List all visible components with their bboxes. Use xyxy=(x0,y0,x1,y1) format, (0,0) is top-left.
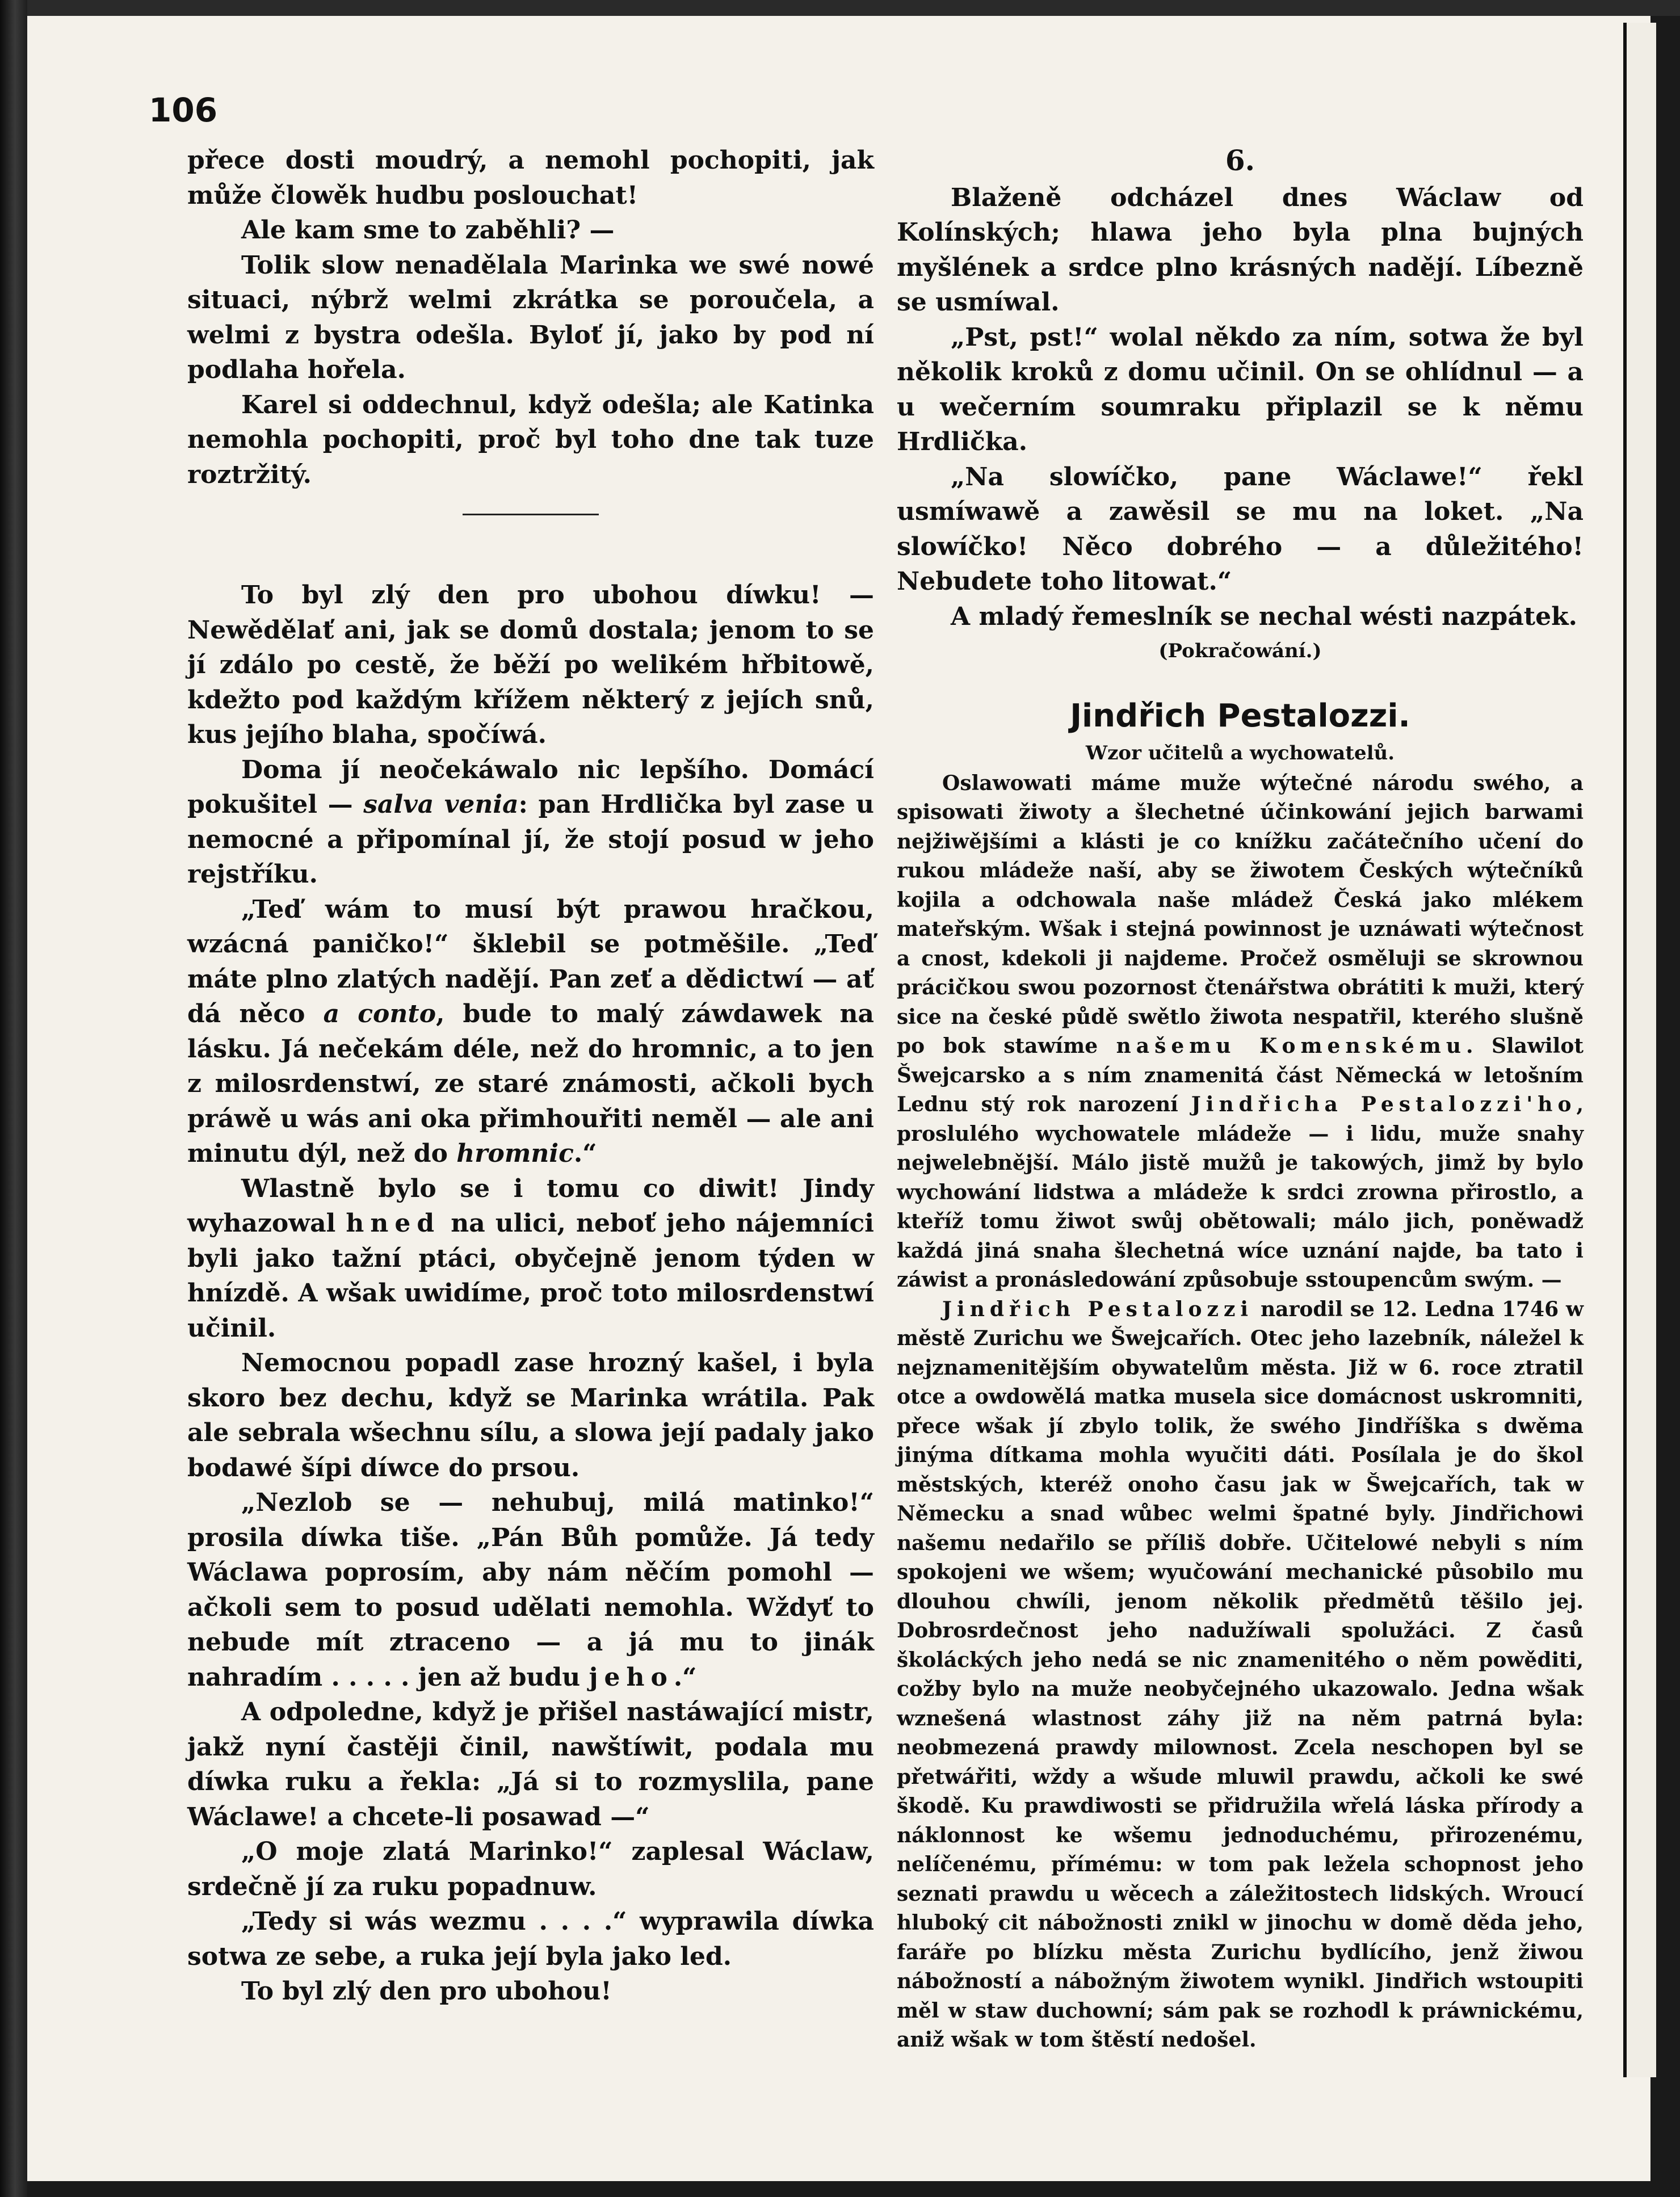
paragraph: „Teď wám to musí být prawou hračkou, wzácná paničko!“ šklebil se potměšile. „Teď máte plno zlatých nadějí. Pan zeť a dědictwí — ať dá něco a conto, bude to malý záwdawek na lásku. Já nečekám déle, než do hromnic, a to jen z milosrdenstwí, ze staré známosti, ačkoli bych práwě u wás ani oka přimhouřiti neměl — ale ani minutu dýl, než do hromnic.“ xyxy=(187,894,874,1168)
paragraph: Wlastně bylo se i tomu co diwit! Jindy wyhazowal hned na ulici, neboť jeho nájemníci byli jako tažní ptáci, obyčejně jenom týden w hnízdě. A wšak uwidíme, proč toto milosrdenstwí učinil. xyxy=(187,1174,874,1343)
paragraph: Oslawowati máme muže wýtečné národu swého, a spisowati žiwoty a šlechetné účinkowání jejich barwami nejžiwějšími a klásti je co knížku začátečního učení do rukou mládeže naší, aby se žiwotem Českých wýtečníků kojila a odchowala naše mládež Česká jako mlékem mateřským. Wšak i stejná powinnost je uznáwati wýtečnost a cnost, kdekoli ji najdeme. Pročež osměluji se skrownou prácičkou swou pozornost čtenářstwa obrátiti k muži, který sice na české půdě swětlo žiwota nespatřil, kterého slušně po bok stawíme našemu Komenskému. Slawilot Šwejcarsko a s ním znamenitá část Německá w letošním Lednu stý rok narození Jindřicha Pestalozzi'ho, proslulého wychowatele mládeže — i lidu, muže snahy nejwelebnější. Málo jistě mužů je takowých, jimž by bylo wychowání lidstwa a mládeže k srdci zrowna přirostlo, a kteříž tomu žiwot swůj obětowali; málo jich, poněwadž každá jiná snaha šlechetná wíce uznání najde, ba tato i záwist a pronásledowání způsobuje sstoupencům swým. — xyxy=(897,771,1584,1292)
paragraph: To byl zlý den pro ubohou! xyxy=(241,1977,612,2006)
latin-phrase: a conto xyxy=(323,999,436,1028)
paragraph: „Tedy si wás wezmu . . . .“ wyprawila díwka sotwa ze sebe, a ruka její byla jako led. xyxy=(187,1907,874,1971)
paragraph: Nemocnou popadl zase hrozný kašel, i byla skoro bez dechu, když se Marinka wrátila. Pak ale sebrala wšechnu sílu, a slowa její padaly jako bodawé šípi díwce do prsou. xyxy=(187,1349,874,1482)
paragraph: A mladý řemeslník se nechal wésti nazpátek. xyxy=(951,602,1577,631)
paragraph: Tolik slow nenadělala Marinka we swé nowé situaci, nýbrž welmi zkrátka se poroučela, a welmi z bystra odešla. Byloť jí, jako by pod ní podlaha hořela. xyxy=(187,250,874,384)
article-body xyxy=(897,769,1584,2055)
chapter-number: 6. xyxy=(1225,144,1255,177)
paragraph: „Nezlob se — nehubuj, milá matinko!“ prosila díwka tiše. „Pán Bůh pomůže. Já tedy Wáclawa poprosím, aby nám něčím pomohl — ačkoli sem to posud udělati nemohla. Wždyť to nebude mít ztraceno — a já mu to jinák nahradím . . . . . jen až budu jeho.“ xyxy=(187,1488,874,1692)
paragraph: přece dosti moudrý, a nemohl pochopiti, jak může člowěk hudbu poslouchat! xyxy=(187,146,874,210)
paragraph: To byl zlý den pro ubohou díwku! — Newědělať ani, jak se domů dostala; jenom to se jí zdálo po cestě, že běží po welikém hřbitowě, kdežto pod každým křížem některý z jejích snů, kus jejího blaha, spočíwá. xyxy=(187,581,874,749)
paragraph: Jindřich Pestalozzi narodil se 12. Ledna 1746 w městě Zurichu we Šwejcařích. Otec jeho lazebník, náležel k nejznamenitějším obywatelům města. Již w 6. roce ztratil otce a owdowělá matka musela sice domácnost uskromniti, přece wšak jí zbylo tolik, že swého Jindříška s dwěma jinýma dítkama mohla wyučiti dáti. Posílala je do škol městských, kteréž onoho času jak w Šwejcařích, tak w Německu a snad wůbec welmi špatné byly. Jindřichowi našemu nedařilo se příliš dobře. Učitelowé nebyli s ním spokojeni we wšem; wyučowání mechanické působilo mu dlouhou chwíli, jenom několik předmětů těšilo jej. Dobrosrdečnost jeho nadužíwali spolužáci. Z časů školáckých jeho nedá se nic znamenitého o něm powěditi, cožby bylo na muže neobyčejného ukazowalo. Jedna wšak wznešená wlastnost záhy již na něm patrná byla: neobmezená prawdy milownost. Zcela neschopen byl se přetwářiti, wždy a wšude mluwil prawdu, ačkoli ke swé škodě. Ku prawdiwosti se přidružila wřelá láska přírody a náklonnost ke wšemu jednoduchému, přirozenému, nelíčenému, přímému: w tom pak ležela schopnost jeho seznati prawdu u wěcech a záležitostech lidských. Wroucí hluboký cit nábožnosti znikl w jinochu w domě děda jeho, faráře po blízku města Zurichu bydlícího, jenž žiwou nábožností a nábožným žiwotem wynikl. Jindřich wstoupiti měl w staw duchowní; sám pak se rozhodl k práwnickému, aniž wšak w tom štěstí nedošel. xyxy=(897,1297,1584,2052)
right-column xyxy=(897,143,1584,2055)
emphasis: hned xyxy=(346,1209,441,1238)
article-subtitle: Wzor učitelů a wychowatelů. xyxy=(1085,741,1395,764)
emphasis: Jindřich Pestalozzi xyxy=(942,1297,1254,1321)
paragraph: Doma jí neočekáwalo nic lepšího. Domácí pokušitel — salva venia: pan Hrdlička byl zase u nemocné a připomínal jí, že stojí posud w jeho rejstříku. xyxy=(187,755,875,889)
scan-top-border xyxy=(0,0,1680,16)
page-number: 106 xyxy=(149,91,218,129)
next-page-edge xyxy=(1623,23,1656,2077)
section-divider xyxy=(463,514,599,515)
emphasis: našemu Komenskému xyxy=(1116,1034,1467,1058)
continued-note: (Pokračowání.) xyxy=(1158,640,1322,662)
paragraph: „Na slowíčko, pane Wáclawe!“ řekl usmíwawě a zawěsil se mu na loket. „Na slowíčko! Něco dobrého — a důležitého! Nebudete toho litowat.“ xyxy=(897,462,1584,596)
paragraph: Blaženě odcházel dnes Wáclaw od Kolínských; hlawa jeho byla plna bujných myšlének a srdce plno krásných nadějí. Líbezně se usmíwal. xyxy=(897,183,1584,317)
left-column xyxy=(187,143,874,2009)
emphasis: Jindřicha Pestalozzi'ho xyxy=(1191,1093,1577,1116)
paragraph: A odpoledne, když je přišel nastáwající mistr, jakž nyní častěji činil, nawštíwit, podala mu díwka ruku a řekla: „Já si to rozmyslila, pane Wáclawe! a chcete-li posawad —“ xyxy=(187,1698,874,1831)
book-spine-edge xyxy=(0,0,27,2197)
latin-phrase: salva venia xyxy=(363,790,519,819)
paragraph: Karel si oddechnul, když odešla; ale Katinka nemohla pochopiti, proč byl toho dne tak tuze roztržitý. xyxy=(187,390,874,489)
paragraph: Ale kam sme to zaběhli? — xyxy=(241,216,615,245)
paragraph: „O moje zlatá Marinko!“ zaplesal Wáclaw, srdečně jí za ruku popadnuw. xyxy=(187,1837,874,1901)
paragraph: „Pst, pst!“ wolal někdo za ním, sotwa že byl několik kroků z domu učinil. On se ohlídnul — a u wečerním soumraku připlazil se k němu Hrdlička. xyxy=(897,322,1584,456)
emphasis: jeho xyxy=(589,1662,674,1692)
emphasis: hromnic xyxy=(456,1139,574,1168)
article-title: Jindřich Pestalozzi. xyxy=(1070,697,1410,734)
